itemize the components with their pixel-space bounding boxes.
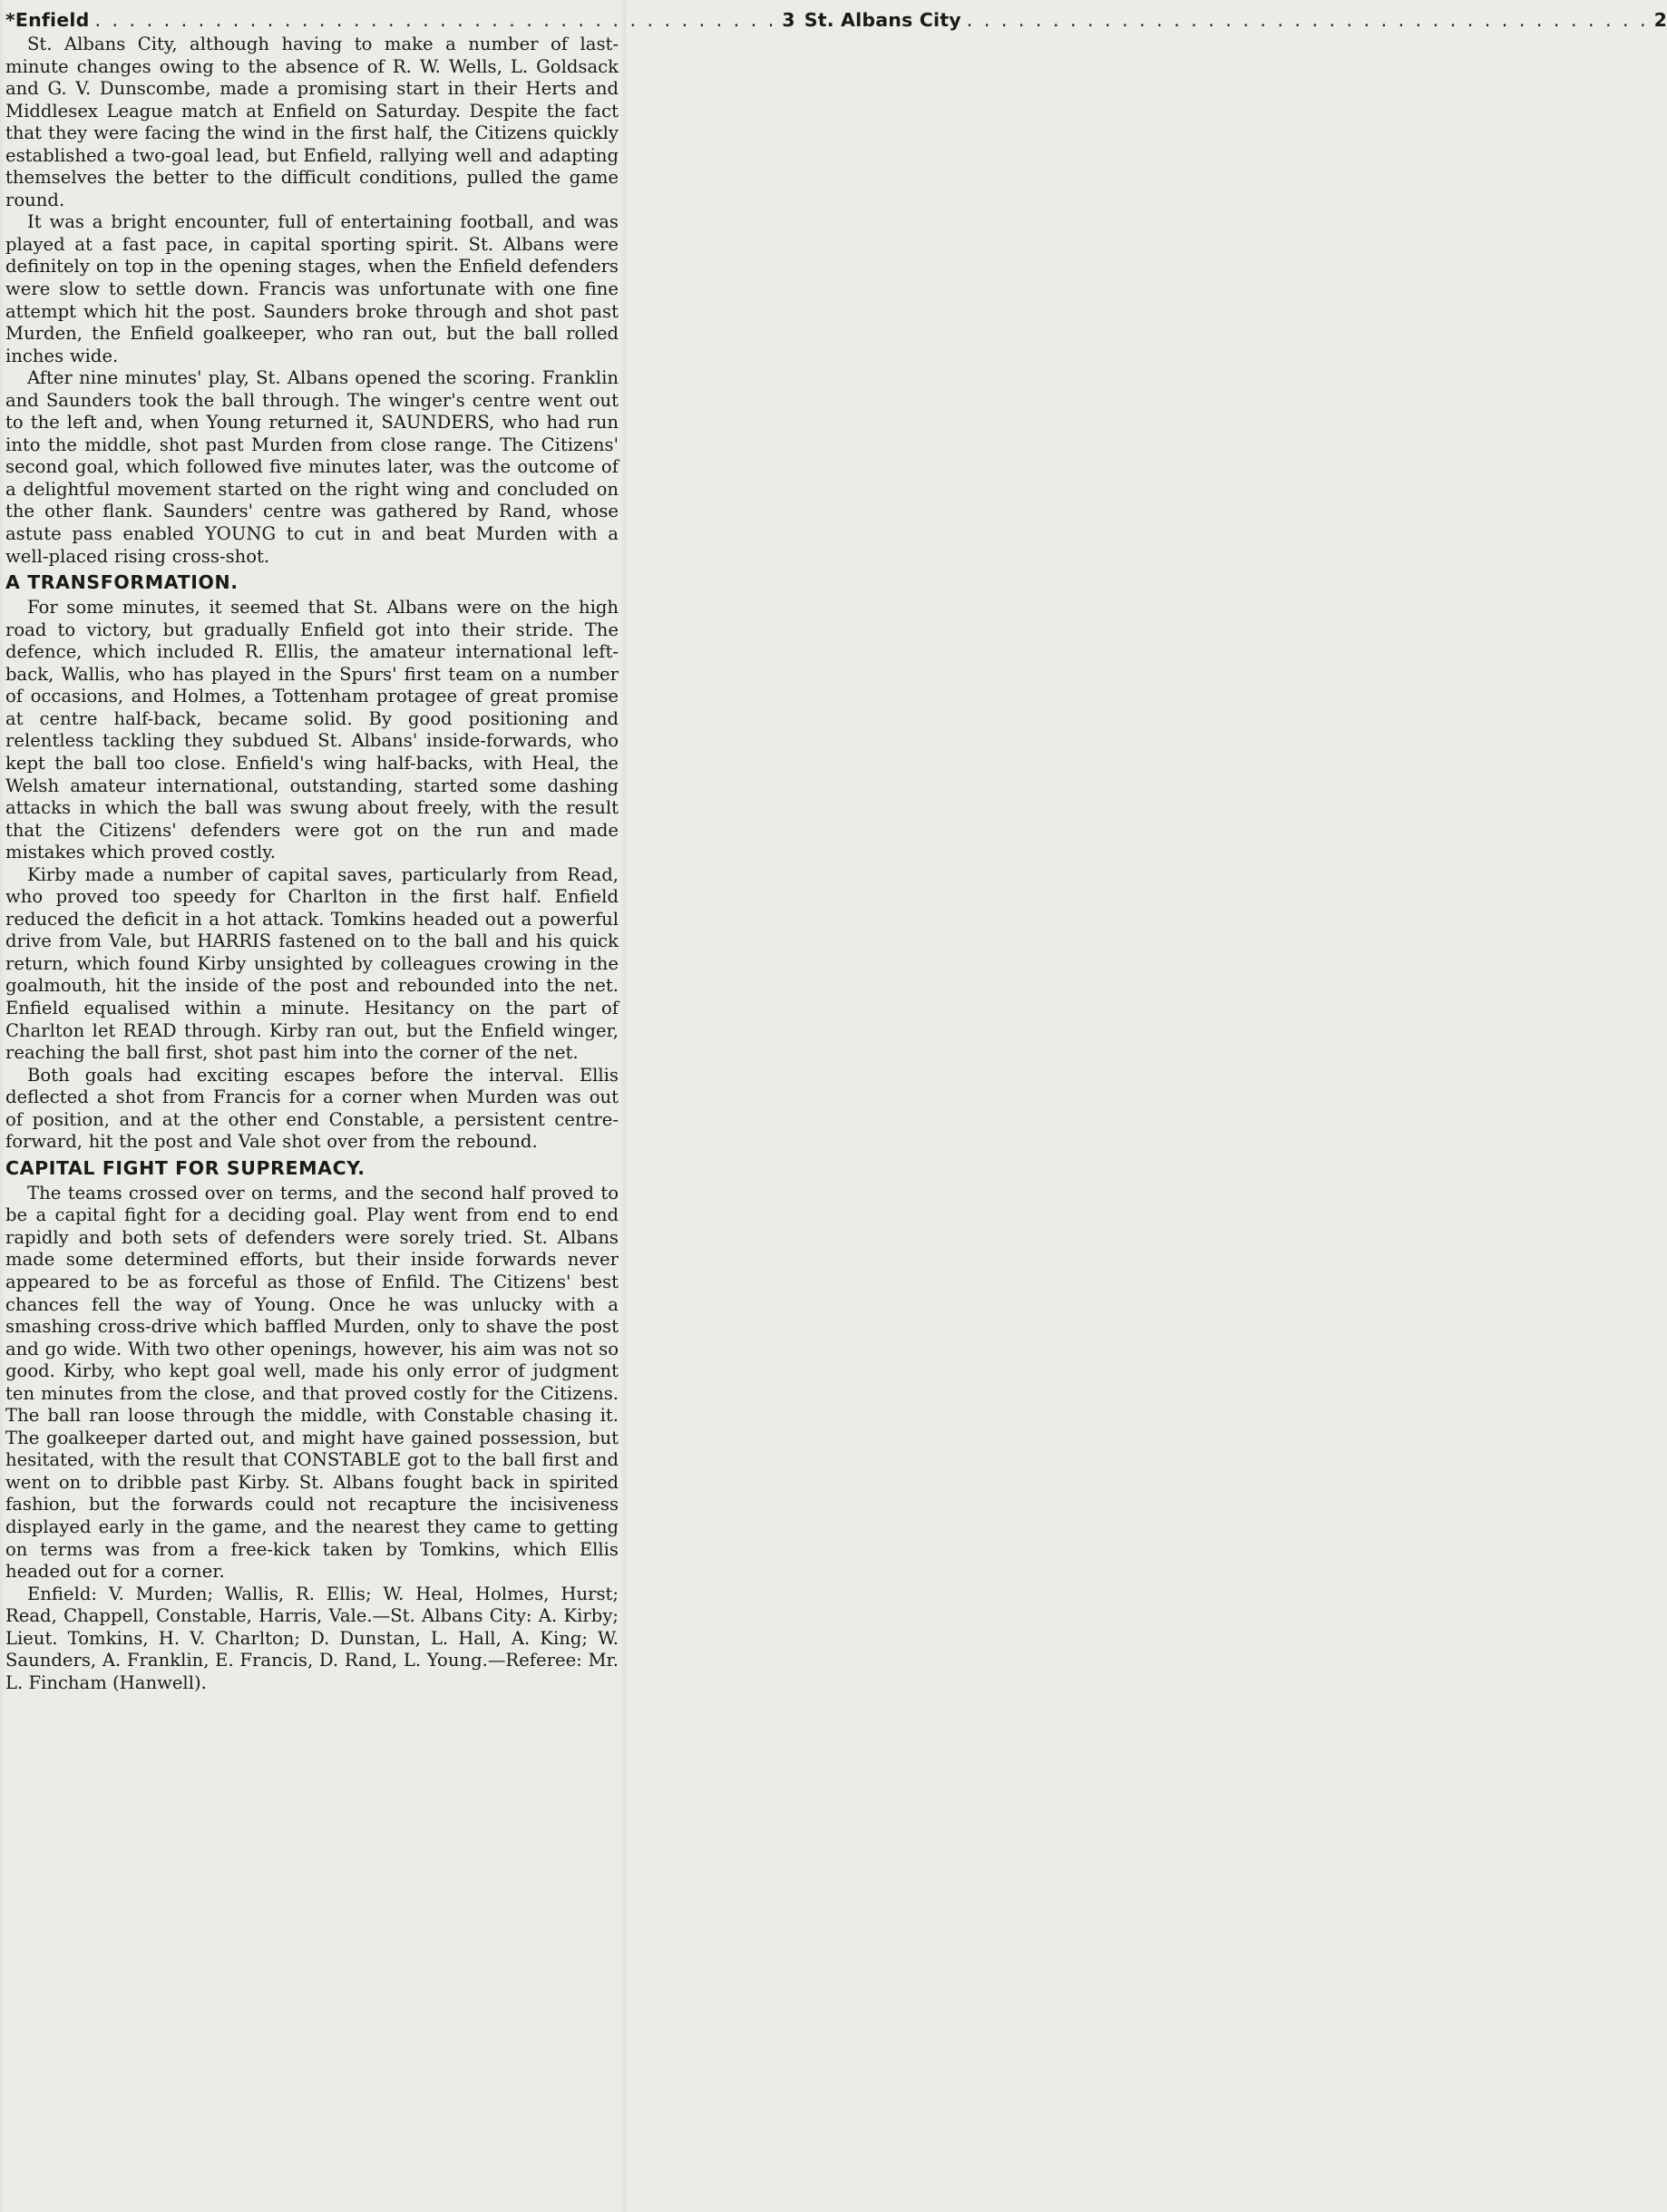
away-score: 2 <box>1653 9 1667 31</box>
away-team: St. Albans City <box>804 9 961 31</box>
away-result <box>804 9 1667 32</box>
body-paragraph: The teams crossed over on terms, and the second half proved to be a capital fight for a deciding goal. Play went from end to end rapidly and both sets of defenders were sorely tried. St. Albans made some determined efforts, but their inside forwards never appeared to be as forceful as those of Enfild. The Citizens' best chances fell the way of Young. Once he was unlucky with a smashing cross-drive which baffled Murden, only to shave the post and go wide. With two other openings, however, his aim was not so good. Kirby, who kept goal well, made his only error of judgment ten minutes from the close, and that proved costly for the Citizens. The ball ran loose through the middle, with Constable chasing it. The goalkeeper darted out, and might have gained possession, but hesitated, with the result that CONSTABLE got to the ball first and went on to dribble past Kirby. St. Albans fought back in spirited fashion, but the forwards could not recapture the incisiveness displayed early in the game, and the nearest they came to getting on terms was from a free-kick taken by Tomkins, which Ellis headed out for a corner. <box>5 1182 619 1583</box>
team-lineups: Enfield: V. Murden; Wallis, R. Ellis; W. Heal, Holmes, Hurst; Read, Chappell, Constable, Harris, Vale.—St. Albans City: A. Kirby; Lieut. Tomkins, H. V. Charlton; D. Dunstan, L. Hall, A. King; W. Saunders, A. Franklin, E. Francis, D. Rand, L. Young.—Referee: Mr. L. Fincham (Hanwell). <box>5 1583 619 1693</box>
match-result-line <box>5 9 1667 32</box>
body-paragraph: After nine minutes' play, St. Albans opened the scoring. Franklin and Saunders took the ball through. The winger's centre went out to the left and, when Young returned it, SAUNDERS, who had run into the middle, shot past Murden from close range. The Citizens' second goal, which followed five minutes later, was the outcome of a delightful movement started on the right wing and concluded on the other flank. Saunders' centre was gathered by Rand, whose astute pass enabled YOUNG to cut in and beat Murden with a well-placed rising cross-shot. <box>5 367 619 567</box>
body-paragraph: It was a bright encounter, full of entertaining football, and was played at a fast pace, in capital sporting spirit. St. Albans were definitely on top in the opening stages, when the Enfield defenders were slow to settle down. Francis was unfortunate with one fine attempt which hit the post. Saunders broke through and shot past Murden, the Enfield goalkeeper, who ran out, but the ball rolled inches wide. <box>5 211 619 366</box>
home-result <box>5 9 795 32</box>
home-team: *Enfield <box>5 9 90 31</box>
leader-dots <box>967 9 1649 32</box>
body-paragraph: Kirby made a number of capital saves, particularly from Read, who proved too speedy for Charlton in the first half. Enfield reduced the deficit in a hot attack. Tomkins headed out a powerful drive from Vale, but HARRIS fastened on to the ball and his quick return, which found Kirby unsighted by colleagues crowing in the goalmouth, hit the inside of the post and rebounded into the net. Enfield equalised within a minute. Hesitancy on the part of Charlton let READ through. Kirby ran out, but the Enfield winger, reaching the ball first, shot past him into the corner of the net. <box>5 863 619 1064</box>
home-score: 3 <box>782 9 795 31</box>
body-paragraph: Both goals had exciting escapes before the interval. Ellis deflected a shot from Francis for a corner when Murden was out of position, and at the other end Constable, a persistent centre-forward, hit the post and Vale shot over from the rebound. <box>5 1064 619 1153</box>
body-paragraph: For some minutes, it seemed that St. Albans were on the high road to victory, but gradually Enfield got into their stride. The defence, which included R. Ellis, the amateur international left-back, Wallis, who has played in the Spurs' first team on a number of occasions, and Holmes, a Tottenham protagee of great promise at centre half-back, became solid. By good positioning and relentless tackling they subdued St. Albans' inside-forwards, who kept the ball too close. Enfield's wing half-backs, with Heal, the Welsh amateur international, outstanding, started some dashing attacks in which the ball was swung about freely, with the result that the Citizens' defenders were got on the run and made mistakes which proved costly. <box>5 597 619 863</box>
crosshead-transformation: A TRANSFORMATION. <box>5 571 239 594</box>
leader-dots <box>94 9 776 32</box>
crosshead-supremacy: CAPITAL FIGHT FOR SUPREMACY. <box>5 1156 366 1179</box>
body-paragraph: St. Albans City, although having to make a number of last-minute changes owing to the absence of R. W. Wells, L. Goldsack and G. V. Dunscombe, made a promising start in their Herts and Middlesex League match at Enfield on Saturday. Despite the fact that they were facing the wind in the first half, the Citizens quickly established a two-goal lead, but Enfield, rallying well and adapting themselves the better to the difficult conditions, pulled the game round. <box>5 34 619 210</box>
